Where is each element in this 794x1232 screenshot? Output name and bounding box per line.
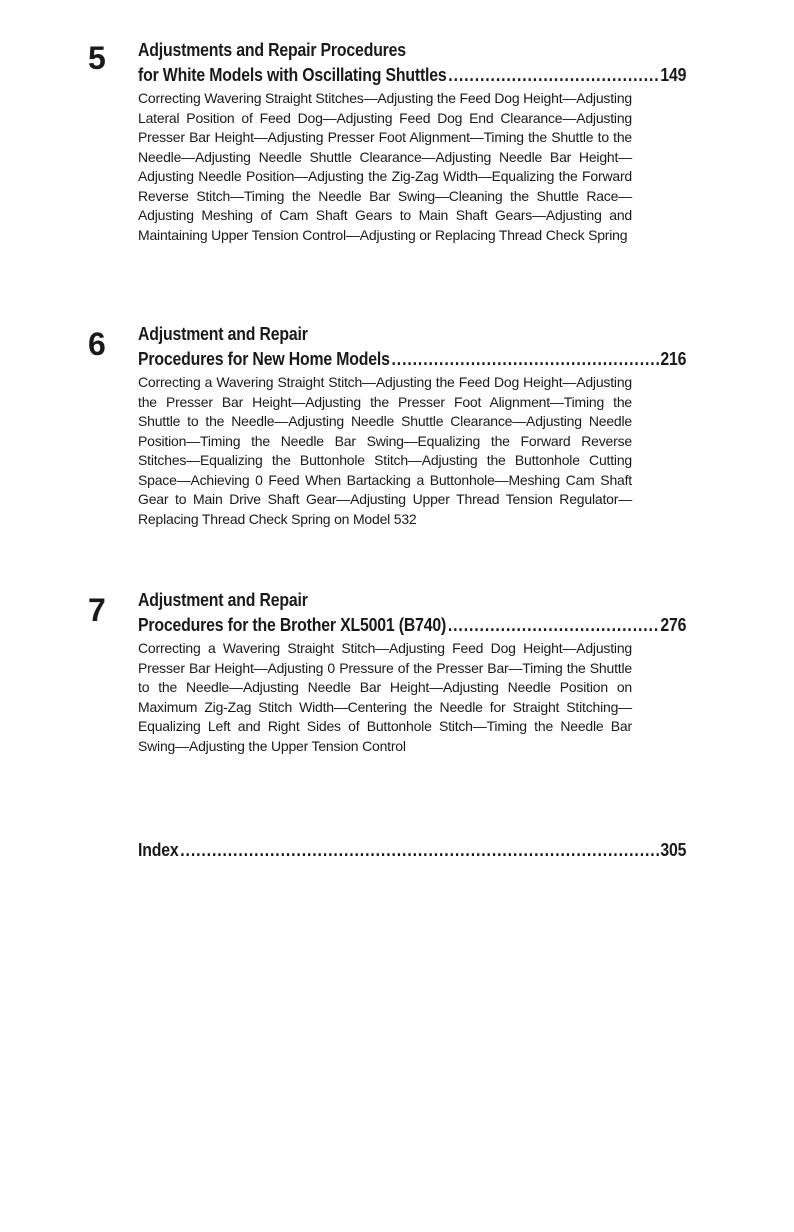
dot-leader [448, 63, 658, 88]
index-row[interactable] [138, 838, 686, 863]
index-title-block [138, 838, 686, 863]
chapter-description: Correcting Wavering Straight Stitches—Adjusting the Feed Dog Height—Adjusting Lateral Position of Feed Dog—Adjusting Feed Dog End Clearance—Adjusting Presser Bar Height—Adjusting Presser Foot Alignment—Timing the Shuttle to the Needle—Adjusting Needle Shuttle Clearance—Adjusting Needle Bar Height—Adjusting Needle Position—Adjusting the Zig-Zag Width—Equalizing the Forward Reverse Stitch—Timing the Needle Bar Swing—Cleaning the Shuttle Race—Adjusting Meshing of Cam Shaft Gears to Main Shaft Gears—Adjusting and Maintaining Upper Tension Control—Adjusting or Replacing Thread Check Spring [138, 90, 632, 243]
chapter-title-line2: for White Models with Oscillating Shuttles [138, 65, 447, 85]
page-number: 276 [660, 615, 687, 635]
chapter-title-block [138, 322, 686, 529]
chapter-title-line2: Procedures for New Home Models [138, 349, 390, 369]
chapter-title-line2: Procedures for the Brother XL5001 (B740) [138, 615, 447, 635]
page-number: 305 [660, 840, 687, 860]
dot-leader [448, 613, 659, 638]
chapter-title-line2-row[interactable] [138, 613, 686, 638]
chapter-title-line1: Adjustment and Repair [138, 324, 308, 344]
dot-leader [180, 838, 658, 863]
page-number: 149 [660, 65, 687, 85]
dot-leader [392, 347, 659, 372]
chapter-number: 6 [88, 326, 106, 362]
chapter-title-line1: Adjustment and Repair [138, 590, 308, 610]
chapter-title-block [138, 38, 686, 245]
index-title: Index [138, 840, 179, 860]
chapter-number: 7 [88, 592, 106, 628]
chapter-title-line1: Adjustments and Repair Procedures [138, 40, 406, 60]
chapter-description: Correcting a Wavering Straight Stitch—Adjusting the Feed Dog Height—Adjusting the Presser Bar Height—Adjusting the Presser Foot Alignment—Timing the Shuttle to the Needle—Adjusting Needle Shuttle Clearance—Adjusting Needle Position—Timing the Needle Bar Swing—Equalizing the Forward Reverse Stitches—Equalizing the Buttonhole Stitch—Adjusting the Buttonhole Cutting Space—Achieving 0 Feed When Bartacking a Buttonhole—Meshing Cam Shaft Gear to Main Drive Shaft Gear—Adjusting Upper Thread Tension Regulator—Replacing Thread Check Spring on Model 532 [138, 374, 632, 527]
chapter-description: Correcting a Wavering Straight Stitch—Adjusting Feed Dog Height—Adjusting Presser Bar Height—Adjusting 0 Pressure of the Presser Bar—Timing the Shuttle to the Needle—Adjusting Needle Bar Height—Adjusting Needle Position on Maximum Zig-Zag Stitch Width—Centering the Needle for Straight Stitching—Equalizing Left and Right Sides of Buttonhole Stitch—Timing the Needle Bar Swing—Adjusting the Upper Tension Control [138, 640, 632, 754]
chapter-title-line2-row[interactable] [138, 347, 686, 372]
chapter-title-block [138, 588, 686, 756]
chapter-title-line2-row[interactable] [138, 63, 686, 88]
page-number: 216 [660, 349, 687, 369]
chapter-number: 5 [88, 40, 106, 76]
